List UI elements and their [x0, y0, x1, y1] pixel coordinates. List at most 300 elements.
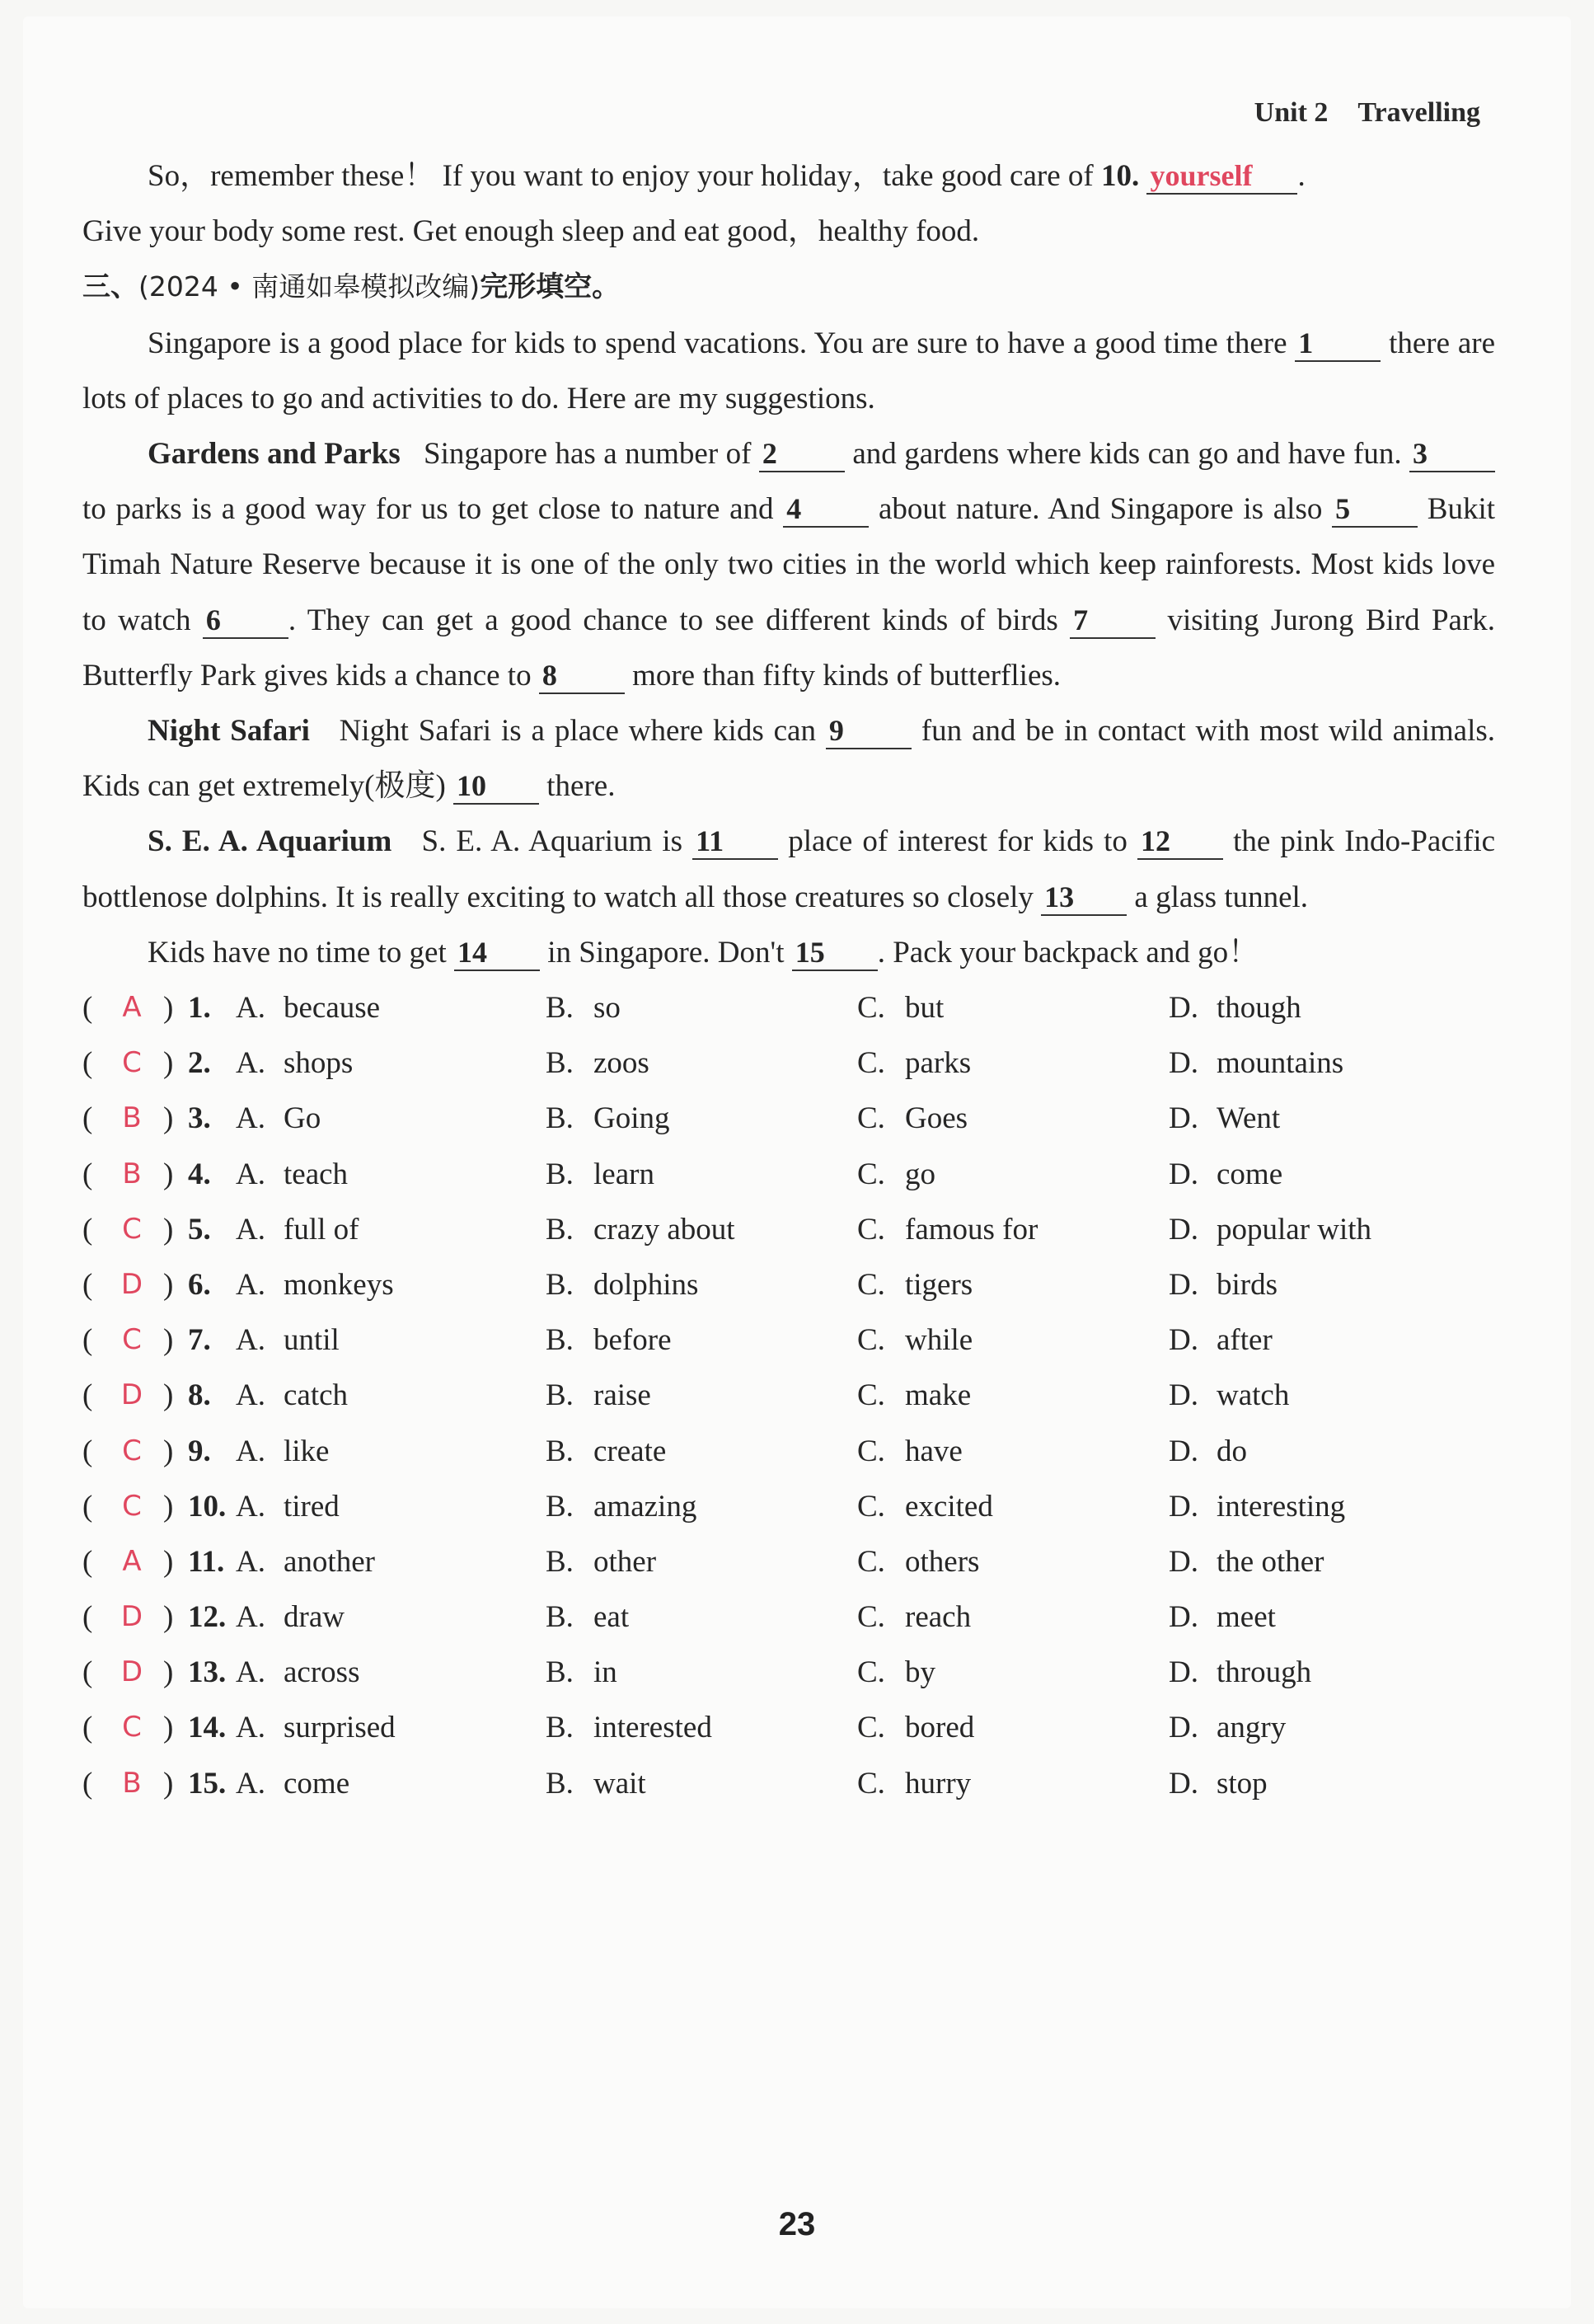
option-text: while — [905, 1323, 973, 1358]
option-text: though — [1217, 991, 1301, 1026]
option-text: so — [593, 991, 621, 1026]
question-number: 4. — [188, 1157, 211, 1191]
question-row — [82, 1257, 1495, 1312]
paren-open: ( — [82, 1157, 93, 1191]
question-row — [82, 1091, 1495, 1146]
option-text: like — [284, 1434, 330, 1468]
option-a — [236, 1534, 375, 1589]
passage-text: there are lots of places to go and activities to do. Here are my suggestions. — [82, 326, 1495, 416]
option-letter: A. — [236, 991, 265, 1026]
option-text: tigers — [905, 1267, 973, 1302]
option-a — [236, 1312, 340, 1368]
option-letter: C. — [857, 1101, 885, 1136]
unit-label: Unit 2 — [1254, 97, 1329, 128]
question-number: 14. — [188, 1711, 227, 1745]
passage-paragraph-1 — [82, 316, 1495, 426]
paren-open: ( — [82, 1655, 93, 1690]
option-text: meet — [1217, 1600, 1276, 1635]
option-text: eat — [593, 1600, 630, 1635]
option-c — [857, 1257, 973, 1312]
passage-text: . Pack your backpack and go！ — [877, 935, 1259, 970]
option-c — [857, 1147, 935, 1202]
passage-paragraph-gardens — [82, 426, 1495, 703]
blank-13: 13 — [1041, 880, 1127, 916]
section-title: 完形填空。 — [480, 270, 621, 304]
passage-text: fun and be in contact with most wild animals. Kids can get extremely(极度) — [82, 714, 1496, 804]
option-letter: A. — [236, 1711, 265, 1745]
option-d — [1169, 1035, 1343, 1091]
question-row — [82, 1700, 1495, 1755]
option-b — [546, 1645, 617, 1700]
option-letter: A. — [236, 1378, 265, 1413]
option-letter: B. — [546, 1711, 574, 1745]
option-text: others — [905, 1544, 980, 1579]
option-c — [857, 1589, 971, 1645]
option-a — [236, 1645, 359, 1700]
question-row — [82, 1756, 1495, 1811]
option-c — [857, 1035, 971, 1091]
option-text: Went — [1217, 1101, 1281, 1136]
option-letter: C. — [857, 1600, 885, 1635]
option-text: by — [905, 1655, 935, 1690]
question-number: 3. — [188, 1101, 211, 1136]
option-a — [236, 1035, 353, 1091]
option-letter: C. — [857, 1655, 885, 1690]
question-number: 9. — [188, 1434, 211, 1468]
option-a — [236, 1589, 345, 1645]
passage-paragraph-closing — [82, 925, 1495, 980]
paren-close: ) — [163, 1157, 174, 1191]
paren-close: ) — [163, 1766, 174, 1801]
option-text: but — [905, 991, 945, 1026]
option-d — [1169, 1147, 1282, 1202]
option-c — [857, 1368, 971, 1423]
option-d — [1169, 1589, 1276, 1645]
option-c — [857, 1645, 935, 1700]
option-c — [857, 980, 944, 1035]
paren-close: ) — [163, 1267, 174, 1302]
answer-mark: B — [122, 1157, 142, 1190]
option-letter: D. — [1169, 1267, 1198, 1302]
blank-4: 4 — [783, 491, 869, 528]
option-letter: D. — [1169, 1600, 1198, 1635]
option-text: do — [1217, 1434, 1247, 1468]
option-c — [857, 1202, 1038, 1257]
option-letter: A. — [236, 1489, 265, 1524]
option-text: draw — [284, 1600, 345, 1635]
option-text: because — [284, 991, 381, 1026]
option-letter: B. — [546, 1378, 574, 1413]
passage-text: a glass tunnel. — [1134, 880, 1309, 914]
paren-open: ( — [82, 1489, 93, 1524]
option-text: interested — [593, 1711, 712, 1745]
answer-mark: D — [120, 1655, 143, 1689]
option-text: go — [905, 1157, 935, 1191]
passage-text: Bukit Timah Nature Reserve because it is one of the only two cities in the world which keep rainforests. Most kids love to watch — [82, 492, 1496, 637]
option-text: excited — [905, 1489, 993, 1524]
option-letter: B. — [546, 1655, 574, 1690]
intro-text: So，remember these！ If you want to enjoy your holiday，take good care of — [148, 159, 1101, 193]
option-text: catch — [284, 1378, 349, 1413]
blank-number-10: 10. — [1100, 159, 1140, 193]
question-row — [82, 1312, 1495, 1368]
option-d — [1169, 1257, 1278, 1312]
option-d — [1169, 1756, 1268, 1811]
option-text: Goes — [905, 1101, 968, 1136]
paren-close: ) — [163, 991, 174, 1026]
running-header — [1225, 97, 1480, 129]
option-c — [857, 1312, 973, 1368]
option-a — [236, 980, 380, 1035]
question-row — [82, 1589, 1495, 1645]
aquarium-heading: S. E. A. Aquarium — [148, 824, 392, 859]
option-d — [1169, 980, 1301, 1035]
paren-open: ( — [82, 1434, 93, 1468]
option-a — [236, 1257, 394, 1312]
option-c — [857, 1091, 968, 1146]
option-letter: D. — [1169, 1655, 1198, 1690]
blank-1: 1 — [1295, 326, 1381, 362]
paren-open: ( — [82, 1544, 93, 1579]
page-content — [82, 148, 1495, 1811]
option-a — [236, 1479, 340, 1534]
option-letter: B. — [546, 1267, 574, 1302]
answer-mark: D — [120, 1600, 143, 1634]
option-text: stop — [1217, 1766, 1268, 1801]
blank-11: 11 — [692, 824, 778, 860]
answer-mark: D — [120, 1267, 143, 1301]
option-letter: D. — [1169, 991, 1198, 1026]
answer-mark: A — [122, 991, 142, 1025]
paren-close: ) — [163, 1101, 174, 1136]
option-a — [236, 1700, 396, 1755]
option-letter: A. — [236, 1212, 265, 1247]
option-a — [236, 1202, 359, 1257]
option-a — [236, 1368, 348, 1423]
question-number: 10. — [188, 1489, 227, 1524]
passage-text: to parks is a good way for us to get close to nature and — [82, 492, 774, 527]
paren-close: ) — [163, 1711, 174, 1745]
answer-mark: D — [120, 1378, 143, 1412]
paren-open: ( — [82, 1267, 93, 1302]
option-c — [857, 1756, 971, 1811]
option-letter: B. — [546, 1046, 574, 1081]
option-text: come — [284, 1766, 350, 1801]
option-letter: D. — [1169, 1046, 1198, 1081]
option-letter: A. — [236, 1323, 265, 1358]
option-letter: D. — [1169, 1489, 1198, 1524]
paren-close: ) — [163, 1434, 174, 1468]
question-row — [82, 1035, 1495, 1091]
option-text: until — [284, 1323, 340, 1358]
option-b — [546, 1035, 649, 1091]
blank-6: 6 — [203, 603, 288, 639]
option-letter: B. — [546, 1101, 574, 1136]
option-letter: A. — [236, 1434, 265, 1468]
answer-mark: B — [122, 1766, 142, 1800]
answer-blank-yourself: yourself — [1146, 158, 1297, 195]
option-text: make — [905, 1378, 972, 1413]
gardens-heading: Gardens and Parks — [148, 437, 401, 472]
passage-text: the pink Indo-Pacific bottlenose dolphins. It is really exciting to watch all those creatures so closely — [82, 824, 1496, 914]
option-d — [1169, 1368, 1289, 1423]
option-letter: D. — [1169, 1378, 1198, 1413]
option-text: have — [905, 1434, 963, 1468]
section-source: (2024 • 南通如皋模拟改编) — [138, 270, 481, 303]
option-a — [236, 1756, 349, 1811]
option-d — [1169, 1312, 1273, 1368]
option-letter: B. — [546, 991, 574, 1026]
passage-text: about nature. And Singapore is also — [878, 492, 1323, 527]
option-letter: A. — [236, 1101, 265, 1136]
option-text: hurry — [905, 1766, 972, 1801]
question-number: 15. — [188, 1766, 227, 1801]
option-text: Go — [284, 1101, 321, 1136]
question-number: 7. — [188, 1323, 211, 1358]
option-letter: A. — [236, 1655, 265, 1690]
option-b — [546, 1257, 698, 1312]
option-text: after — [1217, 1323, 1273, 1358]
answer-mark: A — [122, 1544, 142, 1578]
option-b — [546, 1202, 735, 1257]
option-text: amazing — [593, 1489, 697, 1524]
option-d — [1169, 1091, 1280, 1146]
option-letter: C. — [857, 1434, 885, 1468]
option-text: monkeys — [284, 1267, 394, 1302]
paren-close: ) — [163, 1655, 174, 1690]
option-d — [1169, 1645, 1311, 1700]
intro-period: . — [1297, 159, 1306, 193]
passage-text: Singapore is a good place for kids to spend vacations. You are sure to have a good time there — [148, 326, 1287, 360]
option-letter: A. — [236, 1267, 265, 1302]
option-letter: A. — [236, 1600, 265, 1635]
paren-close: ) — [163, 1544, 174, 1579]
option-letter: C. — [857, 1157, 885, 1191]
option-text: zoos — [593, 1046, 649, 1081]
question-row — [82, 1645, 1495, 1700]
option-text: tired — [284, 1489, 340, 1524]
paren-open: ( — [82, 1323, 93, 1358]
question-row — [82, 1147, 1495, 1202]
option-letter: C. — [857, 1766, 885, 1801]
section-label: 三、 — [82, 270, 138, 304]
option-letter: B. — [546, 1157, 574, 1191]
option-a — [236, 1424, 329, 1479]
option-letter: C. — [857, 1378, 885, 1413]
option-c — [857, 1700, 974, 1755]
question-number: 8. — [188, 1378, 211, 1413]
question-number: 2. — [188, 1046, 211, 1081]
option-b — [546, 1424, 666, 1479]
paren-open: ( — [82, 1101, 93, 1136]
paren-open: ( — [82, 1711, 93, 1745]
question-number: 1. — [188, 991, 211, 1026]
paren-close: ) — [163, 1323, 174, 1358]
paren-close: ) — [163, 1378, 174, 1413]
passage-text: S. E. A. Aquarium is — [421, 824, 683, 859]
option-c — [857, 1479, 993, 1534]
option-letter: C. — [857, 1323, 885, 1358]
option-d — [1169, 1700, 1286, 1755]
passage-text: and gardens where kids can go and have fun. — [852, 437, 1402, 472]
option-text: raise — [593, 1378, 651, 1413]
option-text: before — [593, 1323, 672, 1358]
option-letter: B. — [546, 1212, 574, 1247]
option-letter: C. — [857, 1267, 885, 1302]
option-text: through — [1217, 1655, 1312, 1690]
option-letter: B. — [546, 1600, 574, 1635]
question-row — [82, 1424, 1495, 1479]
option-text: across — [284, 1655, 360, 1690]
option-b — [546, 1312, 672, 1368]
blank-14: 14 — [454, 935, 540, 971]
paren-open: ( — [82, 1378, 93, 1413]
paren-open: ( — [82, 1212, 93, 1247]
blank-15: 15 — [792, 935, 878, 971]
answer-mark: C — [122, 1212, 142, 1246]
passage-paragraph-night-safari — [82, 703, 1495, 814]
question-list — [82, 980, 1495, 1811]
option-b — [546, 1368, 651, 1423]
option-letter: B. — [546, 1544, 574, 1579]
question-row — [82, 1202, 1495, 1257]
option-text: the other — [1217, 1544, 1324, 1579]
option-letter: A. — [236, 1544, 265, 1579]
paren-close: ) — [163, 1489, 174, 1524]
option-d — [1169, 1202, 1371, 1257]
unit-topic: Travelling — [1357, 97, 1480, 128]
option-text: other — [593, 1544, 657, 1579]
option-letter: D. — [1169, 1323, 1198, 1358]
option-text: mountains — [1217, 1046, 1344, 1081]
option-text: Going — [593, 1101, 670, 1136]
blank-3: 3 — [1409, 436, 1495, 472]
option-b — [546, 1091, 670, 1146]
option-text: another — [284, 1544, 375, 1579]
option-a — [236, 1091, 321, 1146]
question-number: 5. — [188, 1212, 211, 1247]
blank-8: 8 — [539, 658, 625, 694]
blank-12: 12 — [1137, 824, 1223, 860]
answer-mark: C — [122, 1323, 142, 1357]
option-letter: A. — [236, 1046, 265, 1081]
paren-close: ) — [163, 1212, 174, 1247]
option-letter: D. — [1169, 1766, 1198, 1801]
option-text: learn — [593, 1157, 654, 1191]
option-letter: C. — [857, 1046, 885, 1081]
question-number: 11. — [188, 1544, 225, 1579]
question-number: 12. — [188, 1600, 227, 1635]
option-text: popular with — [1217, 1212, 1372, 1247]
section-heading — [82, 259, 1495, 315]
option-text: create — [593, 1434, 667, 1468]
answer-mark: B — [122, 1101, 142, 1135]
option-b — [546, 1756, 646, 1811]
option-a — [236, 1147, 348, 1202]
passage-text: . They can get a good chance to see different kinds of birds — [288, 603, 1058, 637]
option-text: wait — [593, 1766, 646, 1801]
option-c — [857, 1534, 979, 1589]
option-letter: B. — [546, 1766, 574, 1801]
option-b — [546, 1700, 712, 1755]
option-letter: B. — [546, 1434, 574, 1468]
option-letter: C. — [857, 1212, 885, 1247]
blank-2: 2 — [759, 436, 845, 472]
question-row — [82, 980, 1495, 1035]
option-text: crazy about — [593, 1212, 735, 1247]
question-row — [82, 1534, 1495, 1589]
option-text: dolphins — [593, 1267, 699, 1302]
option-letter: D. — [1169, 1157, 1198, 1191]
answer-mark: C — [122, 1046, 142, 1080]
option-b — [546, 1147, 654, 1202]
option-letter: B. — [546, 1323, 574, 1358]
question-row — [82, 1368, 1495, 1423]
option-text: famous for — [905, 1212, 1038, 1247]
question-row — [82, 1479, 1495, 1534]
passage-text: in Singapore. Don't — [547, 935, 785, 970]
option-text: watch — [1217, 1378, 1290, 1413]
option-text: surprised — [284, 1711, 396, 1745]
blank-9: 9 — [826, 713, 912, 749]
option-text: come — [1217, 1157, 1283, 1191]
option-b — [546, 1479, 696, 1534]
option-c — [857, 1424, 963, 1479]
answer-mark: C — [122, 1434, 142, 1467]
option-letter: C. — [857, 1711, 885, 1745]
intro-line-1 — [82, 148, 1495, 204]
option-letter: B. — [546, 1489, 574, 1524]
option-letter: C. — [857, 1544, 885, 1579]
option-letter: C. — [857, 991, 885, 1026]
option-text: parks — [905, 1046, 972, 1081]
passage-text: more than fifty kinds of butterflies. — [632, 658, 1062, 693]
passage-text: Kids have no time to get — [148, 935, 447, 970]
option-text: interesting — [1217, 1489, 1346, 1524]
option-d — [1169, 1534, 1324, 1589]
answer-mark: C — [122, 1489, 142, 1523]
blank-7: 7 — [1070, 603, 1156, 639]
paren-open: ( — [82, 1600, 93, 1635]
passage-text: place of interest for kids to — [788, 824, 1128, 859]
intro-line-2: Give your body some rest. Get enough sleep and eat good，healthy food. — [82, 214, 980, 249]
option-text: full of — [284, 1212, 359, 1247]
option-letter: D. — [1169, 1101, 1198, 1136]
option-letter: A. — [236, 1766, 265, 1801]
option-text: shops — [284, 1046, 354, 1081]
question-number: 6. — [188, 1267, 211, 1302]
night-safari-heading: Night Safari — [148, 714, 310, 749]
option-letter: C. — [857, 1489, 885, 1524]
option-letter: D. — [1169, 1212, 1198, 1247]
passage-text: Singapore has a number of — [424, 437, 752, 472]
option-text: bored — [905, 1711, 975, 1745]
passage-paragraph-aquarium — [82, 814, 1495, 924]
passage-text: there. — [546, 769, 616, 804]
paren-open: ( — [82, 1046, 93, 1081]
option-text: in — [593, 1655, 617, 1690]
option-d — [1169, 1424, 1247, 1479]
page-number: 23 — [778, 2206, 816, 2242]
option-b — [546, 1534, 656, 1589]
passage-text: Night Safari is a place where kids can — [339, 714, 816, 749]
blank-5: 5 — [1332, 491, 1418, 528]
passage-text: visiting Jurong Bird Park. Butterfly Park gives kids a chance to — [82, 603, 1496, 693]
option-letter: A. — [236, 1157, 265, 1191]
option-b — [546, 980, 621, 1035]
option-letter: D. — [1169, 1434, 1198, 1468]
option-letter: D. — [1169, 1544, 1198, 1579]
